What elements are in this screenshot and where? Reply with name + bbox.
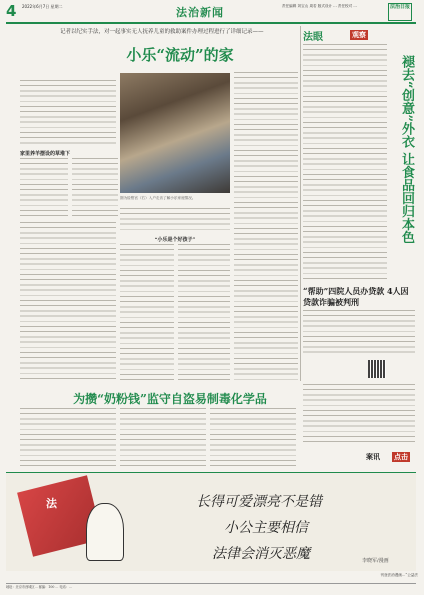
article-intro-text — [20, 80, 116, 144]
bottom-column-3 — [210, 408, 296, 468]
bottom-column-1 — [20, 408, 116, 468]
story2-text — [303, 310, 415, 356]
article-lead: 记者以纪实手法，对一起事实无人抚养儿童的救助案件办理过程进行了详细记录—— — [60, 29, 264, 35]
commentary-box-tag: 观察 — [352, 30, 366, 39]
bottom-column-4 — [303, 384, 415, 446]
case-news-label: 案讯 — [366, 452, 380, 461]
article-column-4 — [234, 72, 298, 382]
article-column-3b — [120, 244, 174, 382]
section-title: 法治新闻 — [176, 6, 224, 19]
bottom-article-title: 为攒“奶粉钱”监守自盗易制毒化学品 — [73, 392, 267, 406]
article-photo — [120, 73, 230, 193]
article-column-3c — [178, 244, 230, 382]
article-subhead-2: “小乐是个好孩子” — [154, 237, 196, 243]
header-rule — [6, 22, 416, 24]
article-column-1a — [20, 158, 68, 218]
issue-date: 2022年6月7日 星期二 — [22, 4, 63, 9]
bottom-column-2 — [120, 408, 206, 468]
story2-title: “帮助”四院人员办贷款 4人因贷款诈骗被判刑 — [303, 286, 409, 307]
photo-caption: 图为检察官（右）入户走访了解小乐家庭情况。 — [120, 196, 196, 200]
cartoon-signature: 李晓军/漫画 — [362, 558, 389, 564]
article-column-1b — [72, 158, 118, 218]
case-news-tag: 点击 — [394, 452, 408, 461]
article-column-3a — [120, 208, 230, 234]
editors-line: 责任编辑 刘宝山 周若 版式设计 ... 责任校对 ... — [282, 4, 357, 8]
commentary-text — [303, 44, 387, 280]
cartoon-slogan-3: 法律会消灭恶魔 — [212, 546, 310, 562]
qr-code — [368, 360, 386, 378]
page-number: 4 — [6, 2, 17, 20]
article-column-2 — [20, 222, 116, 382]
cartoon-slogan-2: 小公主要相信 — [224, 520, 308, 536]
cartoon-slogan-1: 长得可爱漂亮不是错 — [196, 494, 322, 510]
commentary-vertical-title: 褪去“创意”外衣 让食品回归本色 — [399, 55, 414, 244]
commentary-box-title: 法眼 — [303, 32, 323, 43]
child-figure-illustration — [86, 503, 124, 561]
law-book-text: 法 — [46, 497, 57, 510]
article-subhead-1: 家里养羊摆设的草堆下 — [20, 151, 71, 157]
footer-bar: 地址：北京市西城区... 邮编：100 ... 电话：... — [6, 583, 416, 589]
column-divider — [300, 26, 301, 381]
newspaper-logo: 法治日报 — [388, 3, 412, 21]
footer-right: 刊登法治漫画...“公益法 — [380, 573, 418, 577]
editorial-cartoon — [6, 472, 416, 571]
article-title: 小乐“流动”的家 — [126, 46, 234, 64]
